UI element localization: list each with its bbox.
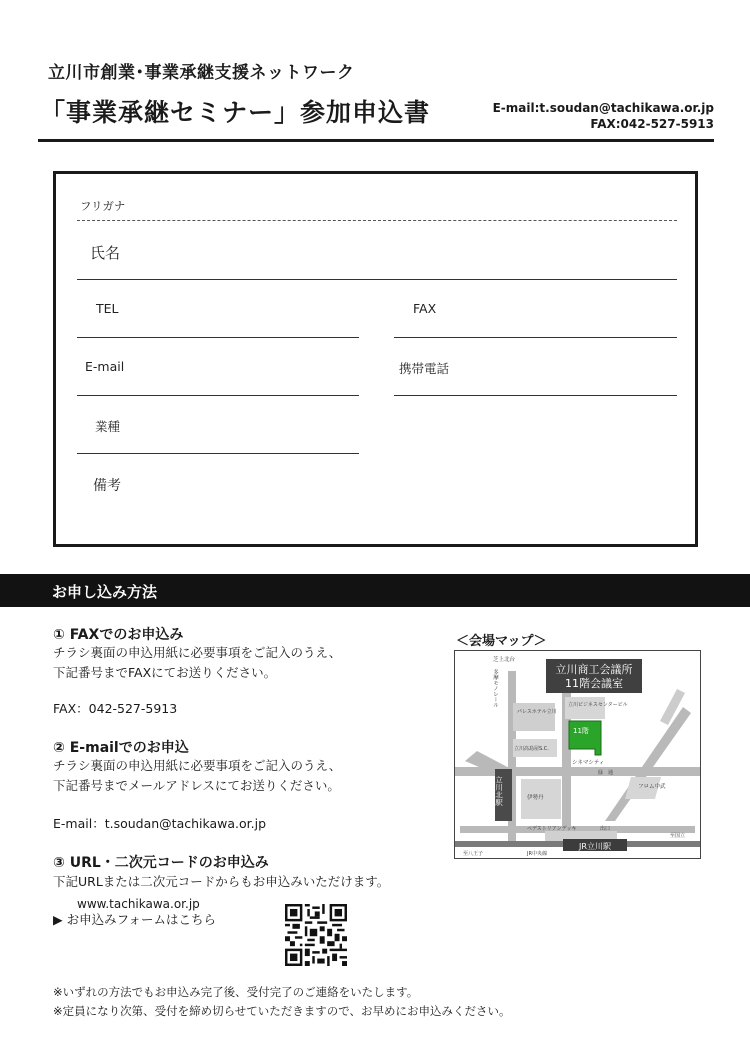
form-link[interactable]: ▶ お申込みフォームはこちら (53, 912, 216, 927)
email-address[interactable]: E-mail：t.soudan@tachikawa.or.jp (53, 816, 267, 831)
map-road-diag2 (605, 707, 691, 821)
email-method-line2: 下記番号までメールアドレスにてお送りください。 (53, 778, 340, 793)
map-label: ＜会場マップ＞ (456, 634, 547, 649)
footer-note-1: ※いずれの方法でもお申込み完了後、受付完了のご連絡をいたします。 (53, 985, 419, 999)
industry-field[interactable] (77, 453, 359, 454)
furigana-divider (77, 220, 677, 221)
map-kokuritsu-label: 至国立 (670, 833, 686, 839)
map-road-label: 緑 通 (598, 770, 614, 776)
url-method-text: 下記URLまたは二次元コードからもお申込みいただけます。 (53, 874, 390, 889)
notes-label: 備考 (93, 478, 121, 494)
contact-email: E-mail:t.soudan@tachikawa.or.jp (492, 101, 714, 115)
mobile-label: 携帯電話 (399, 361, 450, 376)
furigana-label: フリガナ (80, 199, 126, 213)
fax-method-title: ① FAXでのお申込み (53, 627, 184, 643)
url-text[interactable]: www.tachikawa.or.jp (77, 897, 200, 911)
map-kamikitadai: 芝上北台 (493, 657, 516, 663)
fax-field[interactable] (394, 337, 677, 338)
email-method-text (53, 756, 341, 796)
section-bar (0, 574, 750, 607)
url-method-title: ③ URL・二次元コードのお申込み (53, 855, 269, 871)
map-palace-hotel (513, 703, 555, 731)
fax-method-line2: 下記番号までFAXにてお送りください。 (53, 665, 277, 680)
page-title: 「事業承継セミナー」参加申込書 (40, 98, 431, 127)
venue-map-graphic (455, 651, 700, 858)
contact-info (493, 100, 714, 132)
email-method-line1: チラシ裏面の申込用紙に必要事項をご記入のうえ、 (53, 758, 342, 773)
qr-code[interactable] (285, 904, 347, 966)
email-label: E-mail (85, 359, 125, 374)
venue-map (454, 650, 701, 859)
name-label: 氏名 (90, 244, 121, 262)
tel-field[interactable] (77, 337, 359, 338)
map-takashimaya-label: 立川髙島屋S.C. (514, 746, 549, 752)
map-hachioji-label: 至八王子 (463, 851, 484, 857)
map-chuo-label: JR中央線 (527, 851, 547, 857)
fax-number: FAX：042-527-5913 (53, 701, 178, 716)
organization-name: 立川市創業･事業承継支援ネットワーク (48, 63, 355, 83)
map-business-center (565, 697, 605, 719)
map-exit-label: 出口 (600, 826, 611, 832)
footer-note-2: ※定員になり次第、受付を締め切らせていただきますので、お早めにお申込みください。 (53, 1004, 511, 1018)
name-field[interactable] (77, 279, 677, 280)
application-form (53, 171, 698, 547)
map-lumine-label: フロム中武 (638, 784, 666, 790)
fax-label: FAX (413, 301, 437, 316)
section-heading: お申し込み方法 (52, 583, 158, 601)
map-venue-line2: 11階会議室 (565, 677, 623, 690)
header-rule (38, 139, 714, 142)
map-monorail: 多摩モノレール (492, 669, 498, 708)
fax-method-line1: チラシ裏面の申込用紙に必要事項をご記入のうえ、 (53, 645, 342, 660)
mobile-field[interactable] (394, 395, 677, 396)
footer-notes (53, 983, 511, 1021)
map-deck-label: ペデストリアンデッキ (527, 826, 577, 832)
fax-method-text (53, 643, 341, 683)
map-jr-station-label: JR立川駅 (579, 842, 611, 851)
contact-fax: FAX:042-527-5913 (590, 117, 714, 131)
map-palace-hotel-label: パレスホテル立川 (517, 709, 557, 715)
email-field[interactable] (77, 395, 359, 396)
industry-label: 業種 (95, 419, 121, 434)
tel-label: TEL (96, 301, 119, 316)
map-north-station-label: 立川北駅 (494, 776, 504, 806)
map-business-center-label: 立川ビジネスセンタービル (568, 702, 628, 708)
map-cinema-label: シネマシティ (572, 760, 605, 766)
map-venue-line1: 立川商工会議所 (555, 663, 633, 676)
map-floor-label: 11階 (573, 727, 589, 735)
email-method-title: ② E-mailでのお申込 (53, 740, 189, 756)
map-isetan-label: 伊勢丹 (527, 795, 544, 801)
